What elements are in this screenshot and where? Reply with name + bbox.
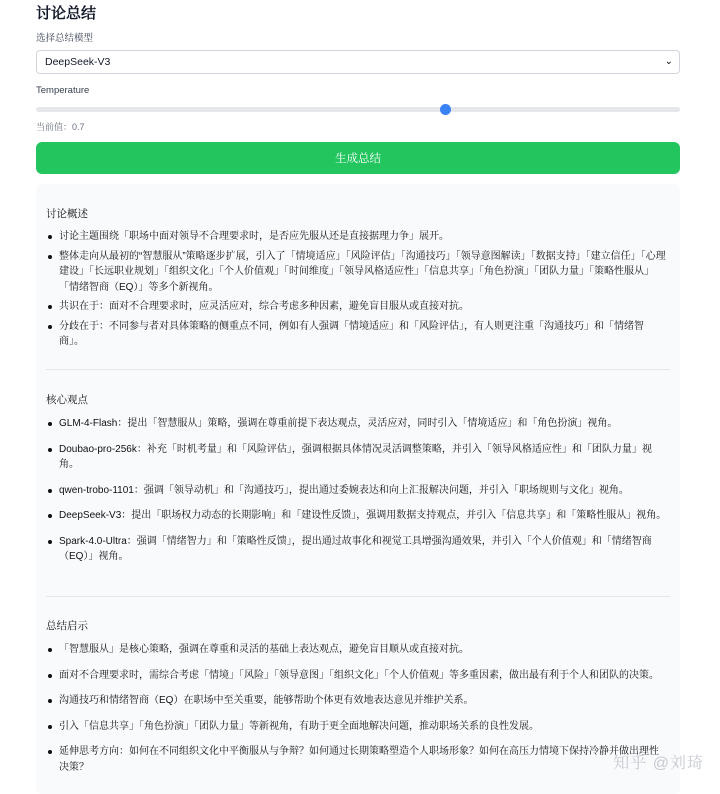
insights-list <box>46 642 668 775</box>
watermark: 知乎 @刘琦 <box>613 755 704 772</box>
list-item: qwen-trobo-1101：强调「领导动机」和「沟通技巧」，提出通过委婉表达和向上汇报解决问题，并引入「职场规则与文化」视角。 <box>46 483 668 499</box>
list-item: Spark-4.0-Ultra：强调「情绪智力」和「策略性反馈」，提出通过故事化和视觉工具增强沟通效果，并引入「个人价值观」和「情绪智商（EQ）」视角。 <box>46 534 668 565</box>
generate-summary-button[interactable]: 生成总结 <box>36 142 680 174</box>
list-item: GLM-4-Flash：提出「智慧服从」策略，强调在尊重前提下表达观点，灵活应对，同时引入「情境适应」和「角色扮演」视角。 <box>46 416 668 432</box>
list-item: 分歧在于：不同参与者对具体策略的侧重点不同，例如有人强调「情境适应」和「风险评估」，有人则更注重「沟通技巧」和「情绪智商」。 <box>46 319 668 350</box>
temperature-label: Temperature <box>36 85 90 96</box>
list-item: 沟通技巧和情绪智商（EQ）在职场中至关重要，能够帮助个体更有效地表达意见并维护关系。 <box>46 693 668 709</box>
model-select-value: DeepSeek-V3 <box>45 56 111 68</box>
section-divider <box>46 369 670 370</box>
core-heading: 核心观点 <box>46 394 88 406</box>
list-item: 「智慧服从」是核心策略，强调在尊重和灵活的基础上表达观点，避免盲目顺从或直接对抗。 <box>46 642 668 658</box>
list-item: 整体走向从最初的“智慧服从”策略逐步扩展，引入了「情境适应」「风险评估」「沟通技巧」「领导意图解读」「数据支持」「建立信任」「心理建设」「长远职业规划」「组织文化」「个人价值观」「时间维度」「领导风格适应性」「信息共享」「角色扮演」「团队力量」「策略性服从」「情绪智商（EQ）」等多个新视角。 <box>46 249 668 296</box>
list-item: 讨论主题围绕「职场中面对领导不合理要求时，是否应先服从还是直接据理力争」展开。 <box>46 229 668 245</box>
summary-panel <box>36 184 680 794</box>
temperature-slider[interactable] <box>36 107 680 112</box>
model-select-label: 选择总结模型 <box>36 33 94 44</box>
overview-list <box>46 229 668 350</box>
temperature-current-value: 当前值：0.7 <box>36 122 85 132</box>
core-list <box>46 416 668 565</box>
list-item: DeepSeek-V3：提出「职场权力动态的长期影响」和「建设性反馈」，强调用数据支持观点，并引入「信息共享」和「策略性服从」视角。 <box>46 508 668 524</box>
list-item: 共识在于：面对不合理要求时，应灵活应对，综合考虑多种因素，避免盲目服从或直接对抗。 <box>46 299 668 315</box>
list-item: 引入「信息共享」「角色扮演」「团队力量」等新视角，有助于更全面地解决问题，推动职场关系的良性发展。 <box>46 719 668 735</box>
overview-heading: 讨论概述 <box>46 208 88 220</box>
temperature-slider-thumb[interactable] <box>440 104 451 115</box>
page-title: 讨论总结 <box>36 5 97 22</box>
insights-heading: 总结启示 <box>46 620 88 632</box>
list-item: 面对不合理要求时，需综合考虑「情境」「风险」「领导意图」「组织文化」「个人价值观」等多重因素，做出最有利于个人和团队的决策。 <box>46 668 668 684</box>
model-select[interactable] <box>36 50 680 74</box>
section-divider <box>46 596 670 597</box>
list-item: 延伸思考方向：如何在不同组织文化中平衡服从与争辩？如何通过长期策略塑造个人职场形象？如何在高压力情境下保持冷静并做出理性决策？ <box>46 744 668 775</box>
list-item: Doubao-pro-256k：补充「时机考量」和「风险评估」，强调根据具体情况灵活调整策略，并引入「领导风格适应性」和「团队力量」视角。 <box>46 442 668 473</box>
chevron-down-icon: ⌄ <box>664 56 673 67</box>
